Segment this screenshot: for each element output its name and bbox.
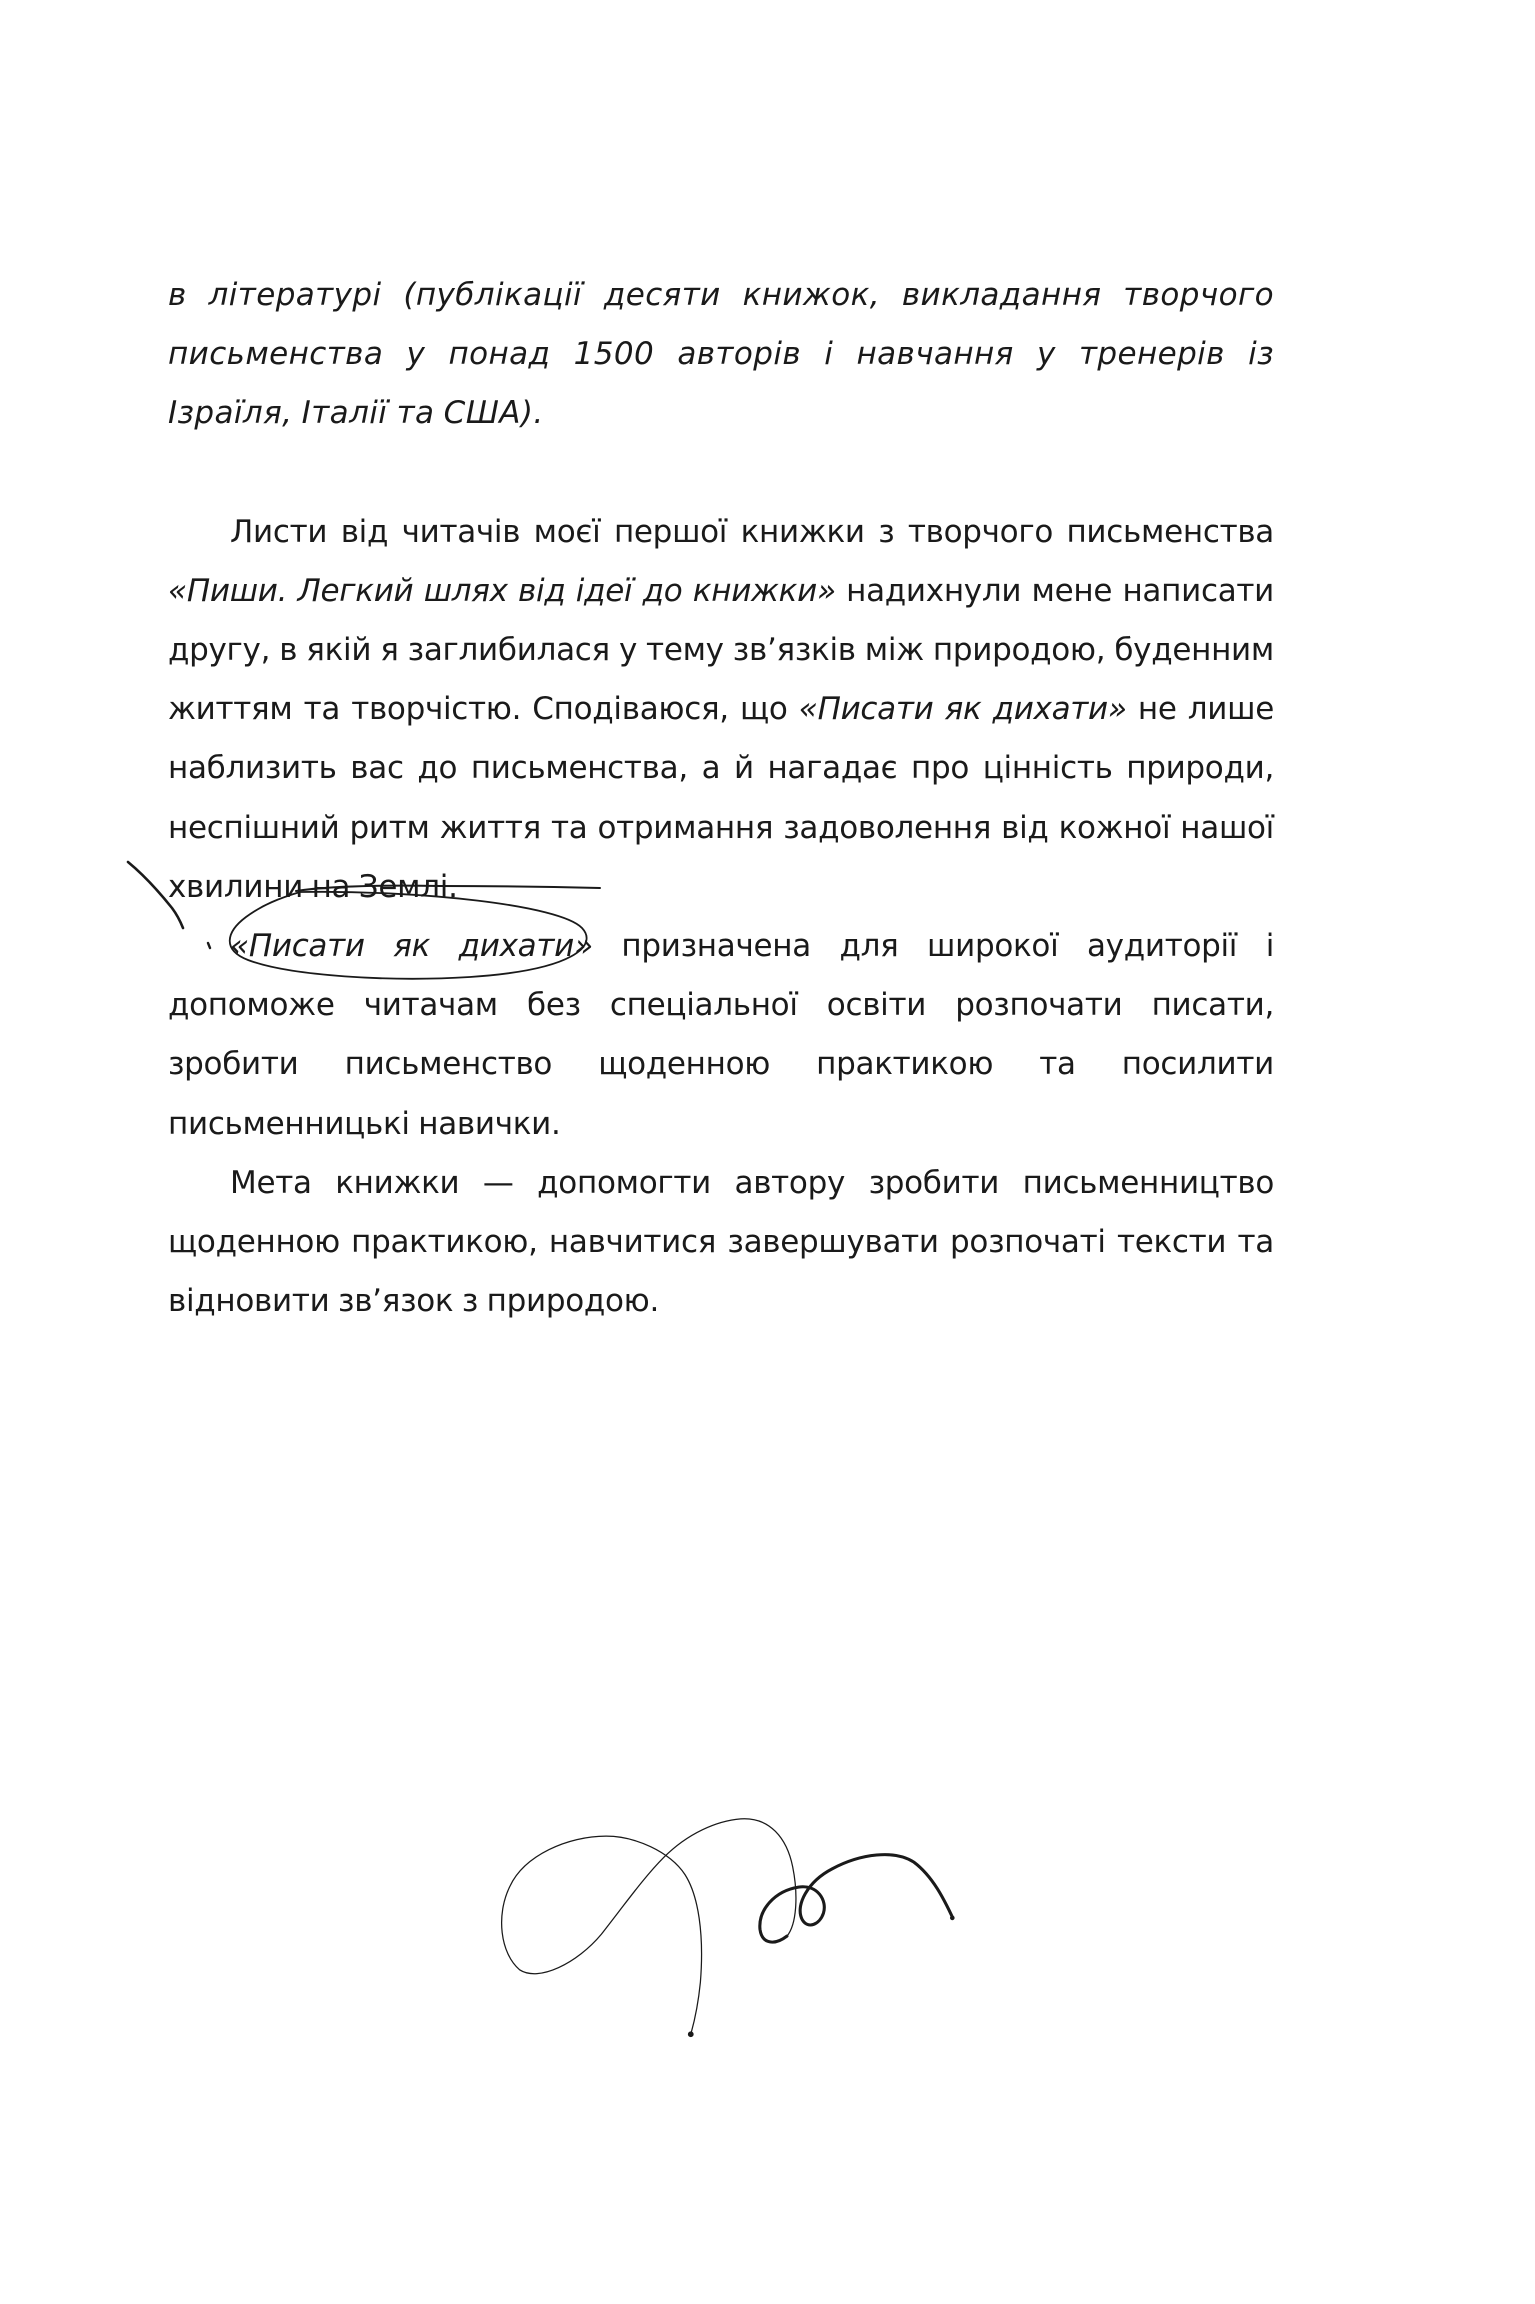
text-run: надихнули мене написати другу, в якій я заглибилася у тему зв’язків між природою, буденним життям та творчістю. Сподіваюся, що — [168, 572, 1274, 728]
text-run: Листи від читачів моєї першої книжки з творчого письменства — [230, 513, 1274, 550]
paragraph-bio-continuation: в літературі (публікації десяти книжок, викладання творчого письменства у понад 1500 авторів і навчання у тренерів із Ізраїля, Італії та США). — [168, 277, 1274, 432]
paragraph-audience — [168, 917, 1274, 1154]
text-run: призначена для широкої аудиторії і допоможе читачам без спеціальної освіти розпочати писати, зробити письменство щоденною практикою та посилити письменницькі навички. — [168, 928, 1275, 1142]
paragraph-book-goal: Мета книжки — допомогти автору зробити письменництво щоденною практикою, навчитися завершувати розпочаті тексти та відновити зв’язок з природою. — [168, 1164, 1274, 1320]
paragraph-letters-from-readers — [168, 503, 1274, 917]
book-title-circled: «Писати як дихати» — [230, 928, 593, 965]
body-text — [168, 266, 1274, 1331]
text-run: не лише наблизить вас до письменства, а й нагадає про цінність природи, неспішний ритм життя та отримання задоволення від кожної нашої хвилини на Землі. — [168, 691, 1274, 905]
book-title-first: «Пиши. Легкий шлях від ідеї до книжки» — [168, 572, 836, 609]
flourish-decoration — [480, 1790, 1040, 2040]
book-title-current: «Писати як дихати» — [798, 691, 1127, 728]
